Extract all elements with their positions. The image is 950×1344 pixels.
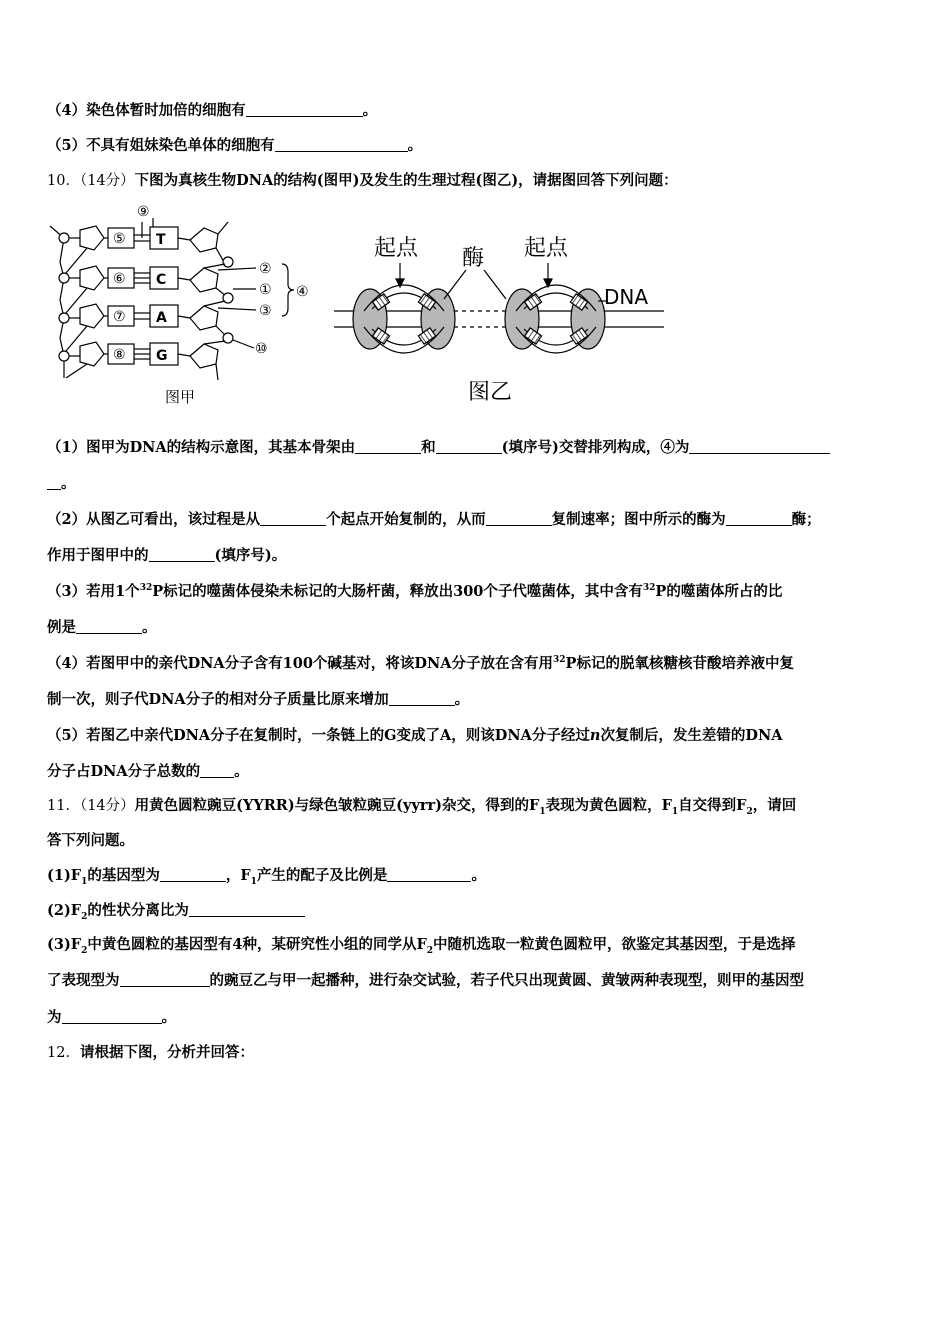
q10-sub3-cont: 例是 。 <box>47 619 157 636</box>
answer-blank[interactable] <box>200 763 234 778</box>
answer-blank[interactable] <box>275 137 408 152</box>
origin-label-2: 起点 <box>524 236 569 261</box>
base-t: T <box>156 232 166 248</box>
answer-blank[interactable] <box>726 511 792 526</box>
base-c: C <box>156 272 167 288</box>
answer-blank[interactable] <box>387 867 471 882</box>
figure-jia-caption: 图甲 <box>165 388 196 406</box>
circled-6: ⑥ <box>113 271 126 287</box>
figure-yi-caption: 图乙 <box>468 380 513 405</box>
q12-stem: 12．请根据下图，分析并回答： <box>47 1044 254 1061</box>
q11-sub2: $(2)F_2$的性状分离比为 <box>47 901 904 921</box>
circled-1: ① <box>259 282 272 298</box>
q9-part4: （4）染色体暂时加倍的细胞有 。 <box>47 102 378 119</box>
figure-yi-dna-replication <box>334 225 664 410</box>
q10-sub2-cont: 作用于图甲中的 (填序号)。 <box>47 547 287 564</box>
q10-sub4-cont: 制一次，则子代DNA分子的相对分子质量比原来增加 。 <box>47 691 470 708</box>
answer-blank[interactable] <box>486 511 552 526</box>
circled-2: ② <box>259 261 272 277</box>
q10-sub1-cont: 。 <box>47 474 904 494</box>
circled-5: ⑤ <box>113 231 126 247</box>
base-a: A <box>156 310 167 326</box>
answer-blank[interactable] <box>436 439 502 454</box>
q11-stem-cont: 答下列问题。 <box>47 832 134 849</box>
q10-sub1: （1）图甲为DNA的结构示意图，其基本骨架由 和 (填序号)交替排列构成，④为 <box>47 438 904 458</box>
circled-7: ⑦ <box>113 309 126 325</box>
answer-blank[interactable] <box>389 691 455 706</box>
q10-sub3: （3）若用1个$^{32}$P标记的噬菌体侵染未标记的大肠杆菌，释放出300个子代噬菌体，其中含有$^{32}$P的噬菌体所占的比 <box>47 583 783 600</box>
q10-stem: 10．（14分）下图为真核生物DNA的结构(图甲)及发生的生理过程(图乙)，请据图回答下列问题： <box>47 172 678 189</box>
answer-blank[interactable] <box>189 902 305 917</box>
answer-blank[interactable] <box>76 619 142 634</box>
q11-sub3: $(3)F_2$中黄色圆粒的基因型有4种，某研究性小组的同学从$F_2$中随机选取一粒黄色圆粒甲，欲鉴定其基因型，于是选择 <box>47 936 796 956</box>
q11-sub3-cont2: 为 。 <box>47 1009 176 1026</box>
q10-sub2: （2）从图乙可看出，该过程是从 个起点开始复制的，从而 复制速率；图中所示的酶为 酶； <box>47 511 821 528</box>
circled-4: ④ <box>296 284 309 300</box>
q11-stem: 11．（14分）用黄色圆粒豌豆(YYRR)与绿色皱粒豌豆(yyrr)杂交，得到的$F_1$表现为黄色圆粒，$F_1$自交得到$F_2$，请回 <box>47 797 797 817</box>
answer-blank[interactable] <box>160 867 226 882</box>
circled-8: ⑧ <box>113 347 126 363</box>
figure-jia-dna-structure <box>42 200 332 410</box>
circled-9: ⑨ <box>137 204 150 220</box>
base-g: G <box>156 348 168 364</box>
answer-blank[interactable] <box>62 1009 162 1024</box>
answer-blank[interactable] <box>149 547 215 562</box>
answer-blank[interactable] <box>689 439 830 454</box>
answer-blank[interactable] <box>120 972 210 987</box>
q10-sub5: （5）若图乙中亲代DNA分子在复制时，一条链上的G变成了A，则该DNA分子经过n次复制后，发生差错的DNA <box>47 727 783 744</box>
answer-blank[interactable] <box>355 439 421 454</box>
answer-blank[interactable] <box>47 475 61 490</box>
enzyme-label: 酶 <box>462 246 485 271</box>
answer-blank[interactable] <box>260 511 326 526</box>
dna-label: DNA <box>604 285 649 309</box>
q10-sub4: （4）若图甲中的亲代DNA分子含有100个碱基对，将该DNA分子放在含有用$^{32}$P标记的脱氧核糖核苷酸培养液中复 <box>47 655 794 672</box>
circled-10: ⑩ <box>255 341 268 357</box>
answer-blank[interactable] <box>246 102 363 117</box>
q11-sub3-cont: 了表现型为 的豌豆乙与甲一起播种，进行杂交试验，若子代只出现黄圆、黄皱两种表现型，则甲的基因型 <box>47 972 804 989</box>
q9-part5: （5）不具有姐妹染色单体的细胞有 。 <box>47 137 423 154</box>
q11-sub1: $(1)F_1$的基因型为 ，$F_1$产生的配子及比例是 。 <box>47 867 486 887</box>
q10-sub5-cont: 分子占DNA分子总数的 。 <box>47 763 249 780</box>
origin-label-1: 起点 <box>374 236 419 261</box>
circled-3: ③ <box>259 303 272 319</box>
